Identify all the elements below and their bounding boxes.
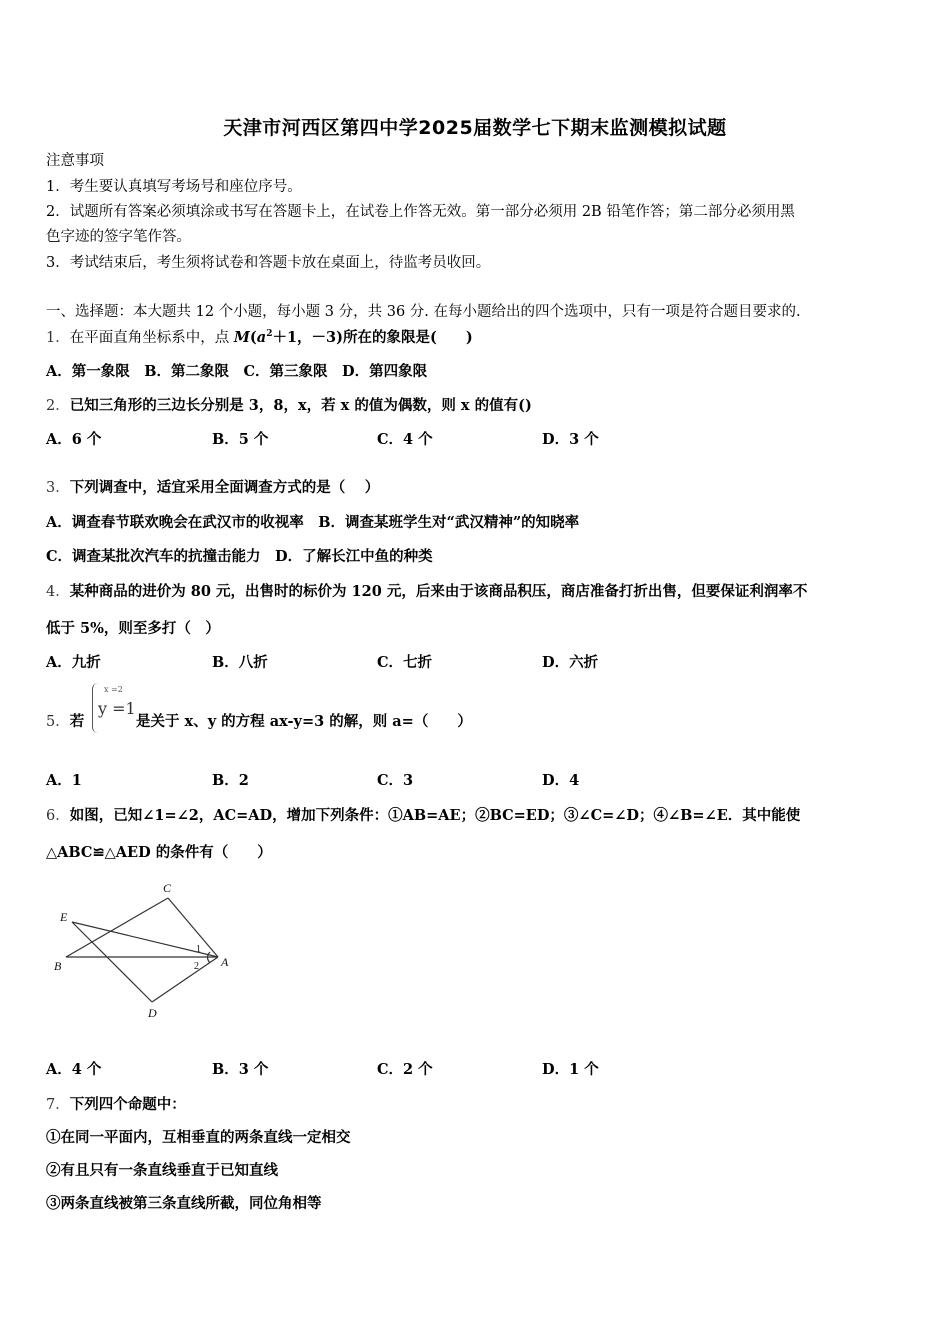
label-angle-1: 1 <box>196 944 201 955</box>
label-e: E <box>60 910 68 924</box>
q3-options-cd: C．调查某批次汽车的抗撞击能力 D．了解长江中鱼的种类 <box>46 548 433 565</box>
q7-item-3: ③两条直线被第三条直线所截，同位角相等 <box>46 1195 322 1212</box>
question-3 <box>46 479 379 497</box>
notice-item-2-cont: 色字迹的签字笔作答。 <box>46 229 191 245</box>
q7-item-2: ②有且只有一条直线垂直于已知直线 <box>46 1162 278 1179</box>
q4-option-d: D．六折 <box>542 654 599 671</box>
question-number: 2． <box>46 398 70 414</box>
q2-option-c: C．4 个 <box>377 431 433 448</box>
page-title: 天津市河西区第四中学2025届数学七下期末监测模拟试题 <box>223 117 727 139</box>
q6-option-c: C．2 个 <box>377 1061 433 1078</box>
system-equation-y: y =1 <box>98 699 136 718</box>
question-2 <box>46 397 532 415</box>
question-5 <box>46 713 84 731</box>
notice-heading: 注意事项 <box>46 153 104 169</box>
q4-text-line2: 低于 5%，则至多打（ ） <box>46 620 220 637</box>
q3-text: 下列调查中，适宜采用全面调查方式的是（ ） <box>69 479 380 496</box>
q7-item-1: ①在同一平面内，互相垂直的两条直线一定相交 <box>46 1129 351 1146</box>
q6-text-line2: △ABC≌△AED 的条件有（ ） <box>46 844 272 861</box>
label-b: B <box>54 959 62 973</box>
q4-text-line1: 某种商品的进价为 80 元，出售时的标价为 120 元，后来由于该商品积压，商店准备打折出售，但要保证利润率不 <box>69 583 808 600</box>
system-equation-x: x =2 <box>104 685 123 694</box>
question-number: 7． <box>46 1097 70 1113</box>
question-number: 3． <box>46 480 70 496</box>
notice-item-2: 2．试题所有答案必须填涂或书写在答题卡上，在试卷上作答无效。第一部分必须用 2B 铅笔作答；第二部分必须用黑 <box>46 204 795 220</box>
question-number: 1． <box>46 330 70 346</box>
q5-option-b: B．2 <box>212 772 249 789</box>
q1-text-pre: 在平面直角坐标系中，点 <box>69 330 234 346</box>
question-number: 5． <box>46 714 70 730</box>
equation-system <box>92 683 136 735</box>
q2-option-b: B．5 个 <box>212 431 269 448</box>
q4-option-b: B．八折 <box>212 654 268 671</box>
q1-var-a: a <box>256 329 267 346</box>
question-1 <box>46 329 473 347</box>
label-angle-2: 2 <box>194 961 199 972</box>
question-6 <box>46 807 800 825</box>
q1-exponent: 2 <box>266 329 273 340</box>
question-number: 4． <box>46 584 70 600</box>
q1-options: A．第一象限 B．第二象限 C．第三象限 D．第四象限 <box>46 363 428 380</box>
label-c: C <box>163 881 172 895</box>
q1-text-post: ＋1，－3)所在的象限是( ) <box>272 329 473 346</box>
q7-text: 下列四个命题中： <box>69 1096 186 1113</box>
q5-text-pre: 若 <box>69 713 85 730</box>
q5-option-d: D．4 <box>542 772 580 789</box>
triangle-figure <box>52 880 242 1020</box>
label-d: D <box>148 1006 157 1020</box>
q6-option-b: B．3 个 <box>212 1061 269 1078</box>
question-number: 6． <box>46 808 70 824</box>
q4-option-c: C．七折 <box>377 654 433 671</box>
notice-item-3: 3．考试结束后，考生须将试卷和答题卡放在桌面上，待监考员收回。 <box>46 255 491 271</box>
label-a: A <box>221 955 229 969</box>
q5-text-post: 是关于 x、y 的方程 ax-y=3 的解，则 a=（ ） <box>136 713 472 730</box>
segment-ed <box>72 922 152 1002</box>
q3-options-ab: A．调查春节联欢晚会在武汉市的收视率 B．调查某班学生对“武汉精神”的知晓率 <box>46 514 580 531</box>
q2-option-a: A．6 个 <box>46 431 102 448</box>
q6-option-d: D．1 个 <box>542 1061 599 1078</box>
q1-point-m: M <box>233 329 250 346</box>
question-7 <box>46 1096 186 1114</box>
q6-option-a: A．4 个 <box>46 1061 102 1078</box>
notice-item-1: 1．考生要认真填写考场号和座位序号。 <box>46 179 302 195</box>
segment-ca <box>168 898 218 957</box>
q5-option-a: A．1 <box>46 772 82 789</box>
q2-option-d: D．3 个 <box>542 431 599 448</box>
q2-text: 已知三角形的三边长分别是 3，8，x，若 x 的值为偶数，则 x 的值有() <box>69 397 532 414</box>
q5-option-c: C．3 <box>377 772 414 789</box>
q6-text-line1: 如图，已知∠1=∠2，AC=AD，增加下列条件：①AB=AE；②BC=ED；③∠C=∠D；④∠B=∠E．其中能使 <box>69 807 801 824</box>
segment-da <box>152 957 218 1002</box>
q4-option-a: A．九折 <box>46 654 101 671</box>
section-heading: 一、选择题：本大题共 12 个小题，每小题 3 分，共 36 分. 在每小题给出的四个选项中，只有一项是符合题目要求的. <box>46 304 801 320</box>
q1-open-paren: ( <box>249 329 257 346</box>
segment-bc <box>66 898 168 957</box>
question-4 <box>46 583 807 601</box>
